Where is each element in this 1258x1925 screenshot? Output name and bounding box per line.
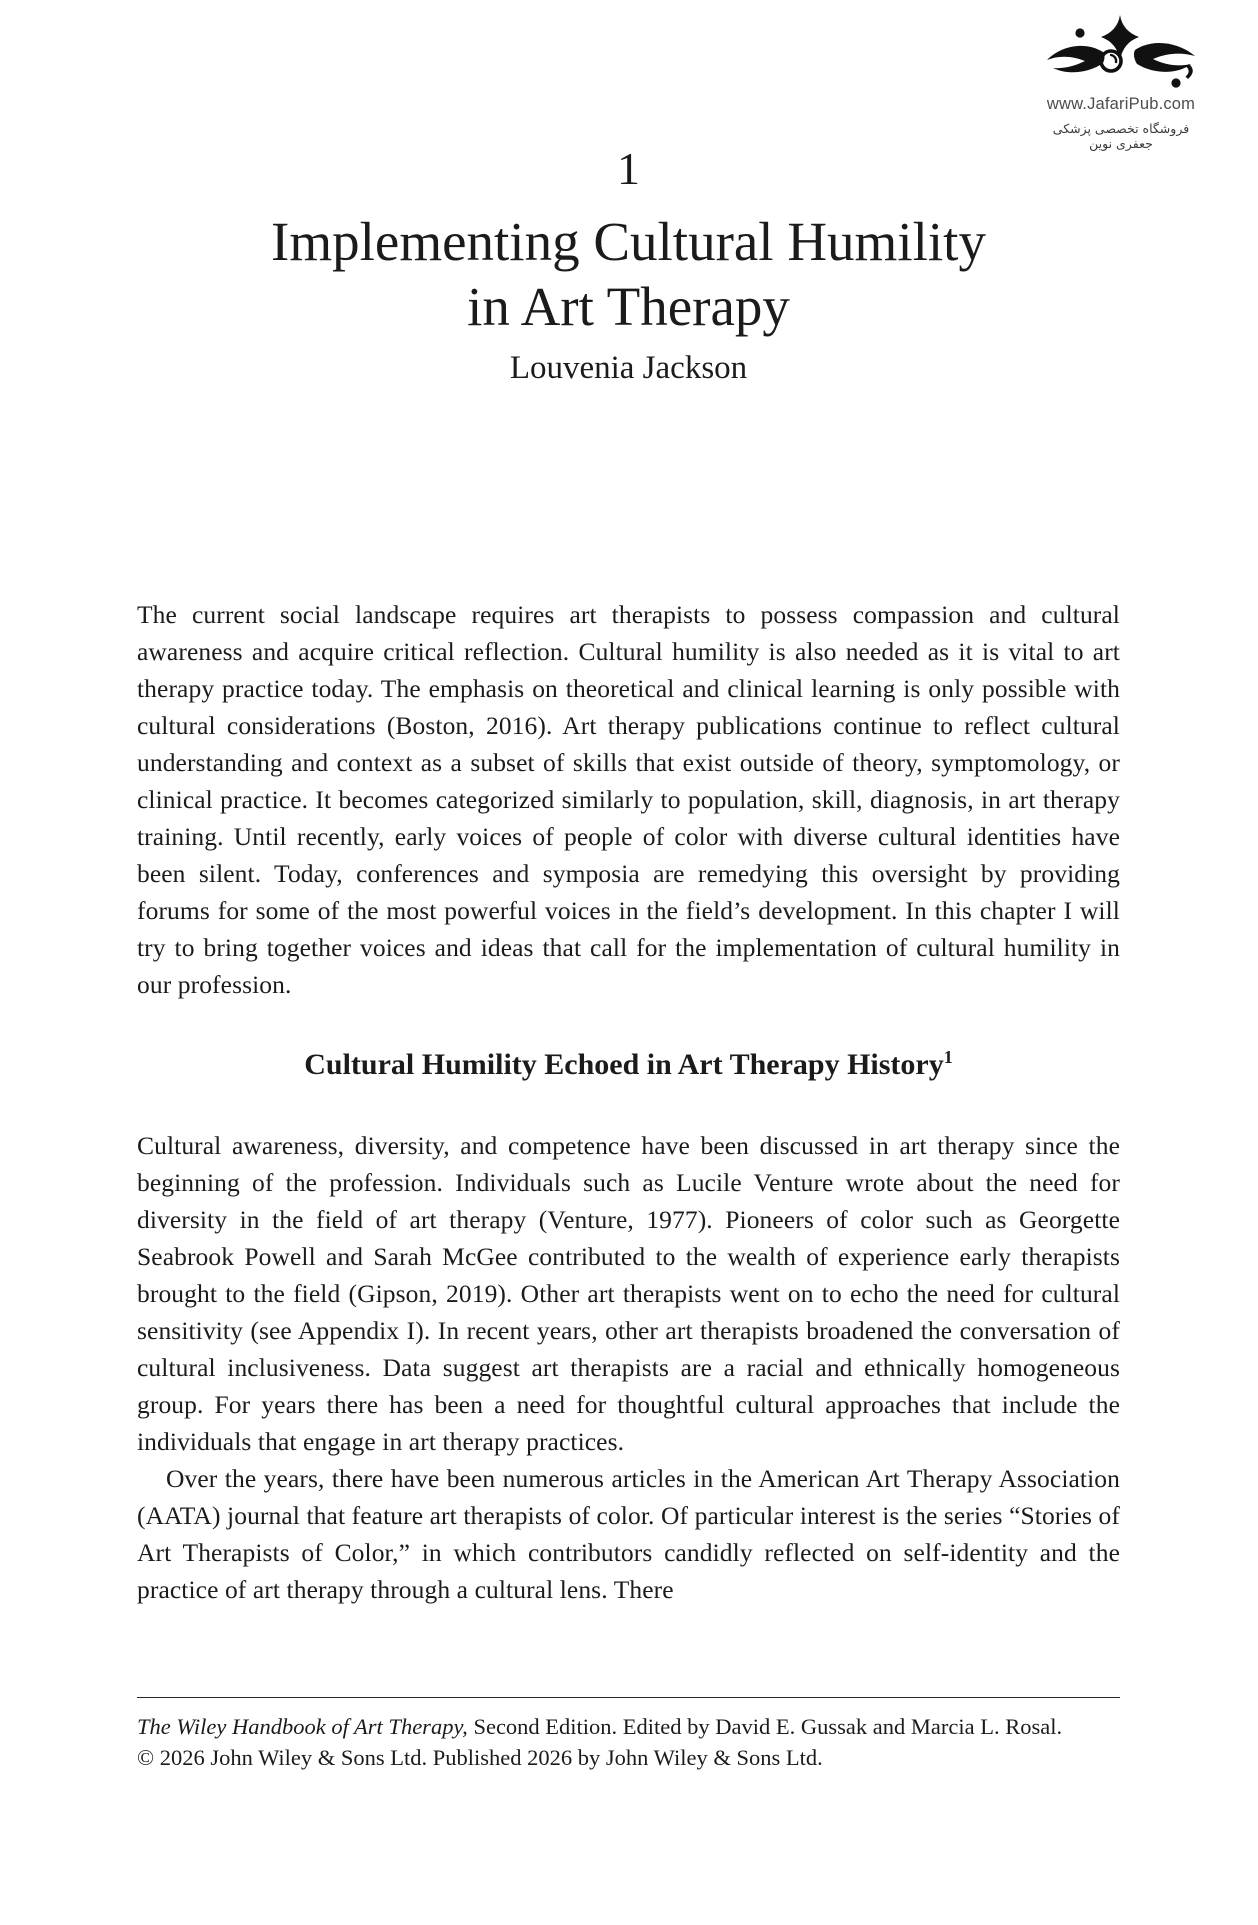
book-title: The Wiley Handbook of Art Therapy, <box>137 1714 468 1739</box>
chapter-title-line1: Implementing Cultural Humility <box>271 211 986 272</box>
section-heading <box>137 1047 1120 1083</box>
intro-paragraph: The current social landscape requires art therapists to possess compassion and cultural awareness and acquire critical reflection. Cultural humility is also needed as it is vital to art therapy practice today. The emphasis on theoretical and clinical learning is only possible with cultural considerations (Boston, 2016). Art therapy publications continue to reflect cultural understanding and context as a subset of skills that exist outside of theory, symptomology, or clinical practice. It becomes categorized similarly to population, skill, diagnosis, in art therapy training. Until recently, early voices of people of color with diverse cultural identities have been silent. Today, conferences and symposia are remedying this oversight by providing forums for some of the most powerful voices in the field’s development. In this chapter I will try to bring together voices and ideas that call for the implementation of cultural humility in our profession. <box>137 600 1120 999</box>
chapter-title-line2: in Art Therapy <box>467 276 790 337</box>
body-paragraph: Cultural awareness, diversity, and competence have been discussed in art therapy since the beginning of the profession. Individuals such as Lucile Venture wrote about the need for diversity in the field of art therapy (Venture, 1977). Pioneers of color such as Georgette Seabrook Powell and Sarah McGee contributed to the wealth of experience early therapists brought to the field (Gipson, 2019). Other art therapists went on to echo the need for cultural sensitivity (see Appendix I). In recent years, other art therapists broadened the conversation of cultural inclusiveness. Data suggest art therapists are a racial and ethnically homogeneous group. For years there has been a need for thoughtful cultural approaches that include the individuals that engage in art therapy practices. <box>137 1131 1120 1456</box>
chapter-number: 1 <box>617 143 640 194</box>
publisher-website: www.JafariPub.com <box>1046 95 1196 113</box>
publisher-logo <box>1036 14 1206 151</box>
copyright-line: © 2026 John Wiley & Sons Ltd. Published 2026 by John Wiley & Sons Ltd. <box>137 1745 823 1770</box>
imprint-footer <box>137 1697 1120 1773</box>
section-heading-text: Cultural Humility Echoed in Art Therapy History <box>304 1048 944 1081</box>
publisher-tagline-persian: فروشگاه تخصصی پزشکی جعفری نوین <box>1052 121 1190 151</box>
jafaripub-logo-icon <box>1045 14 1197 94</box>
footnote-marker: 1 <box>943 1047 953 1067</box>
author-name: Louvenia Jackson <box>509 350 748 386</box>
body-paragraph: Over the years, there have been numerous articles in the American Art Therapy Association (AATA) journal that feature art therapists of color. Of particular interest is the series “Stories of Art Therapists of Color,” in which contributors candidly reflected on self-identity and the practice of art therapy through a cultural lens. There <box>137 1464 1120 1604</box>
imprint-edition-line <box>137 1711 1120 1742</box>
edition-text: Second Edition. Edited by David E. Gussak and Marcia L. Rosal. <box>467 1714 1063 1739</box>
chapter-title <box>137 209 1120 339</box>
